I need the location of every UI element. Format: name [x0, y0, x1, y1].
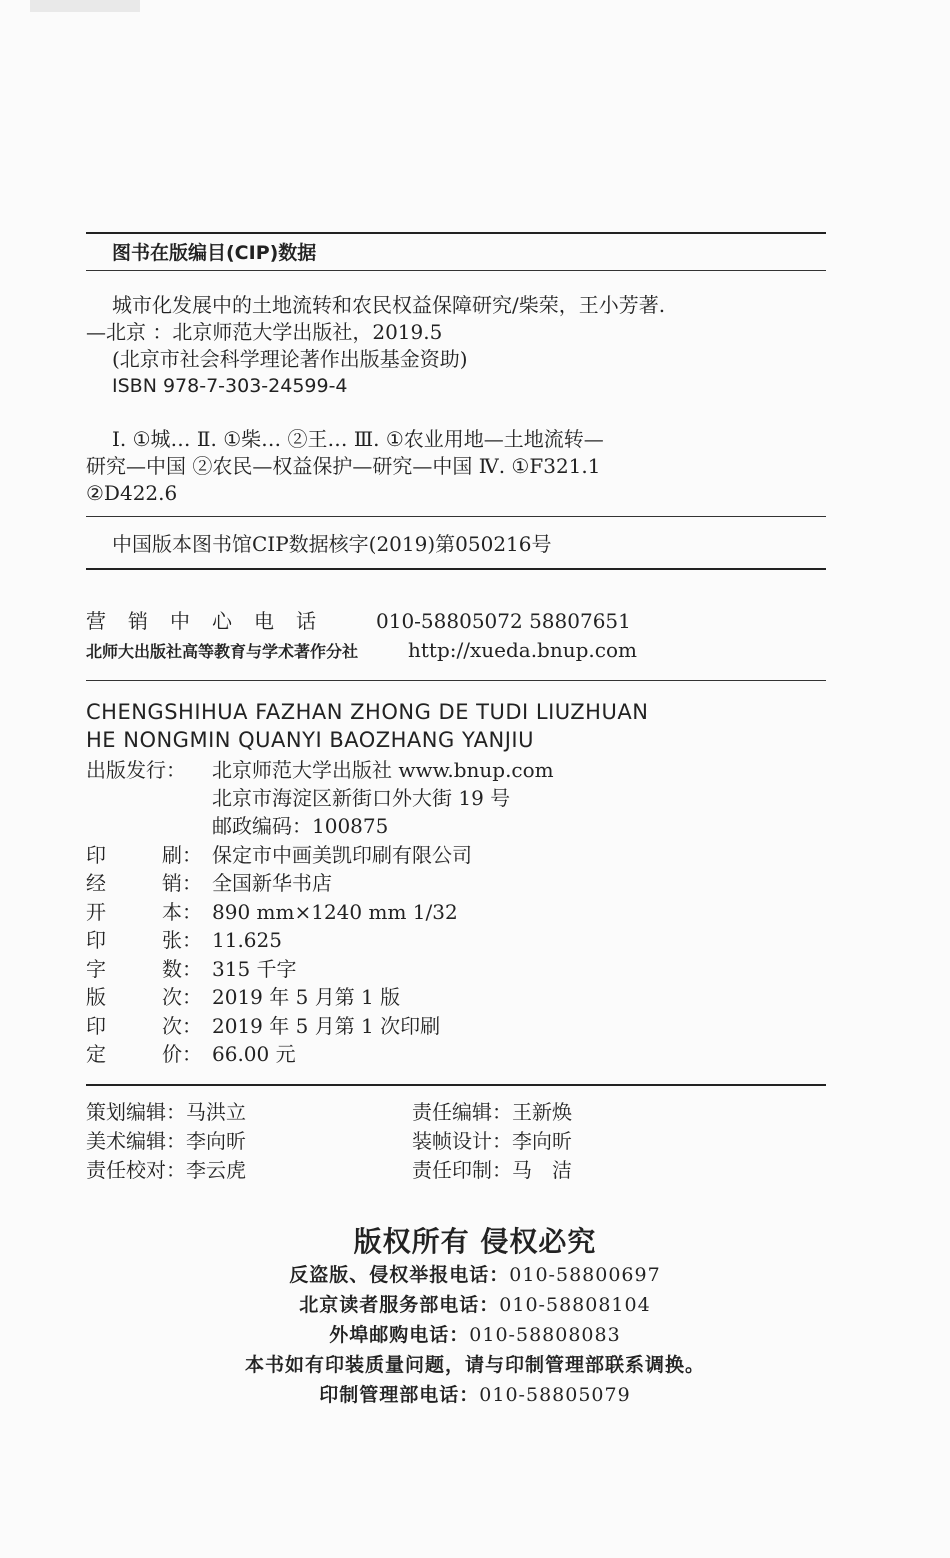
pinyin-line-2: HE NONGMIN QUANYI BAOZHANG YANJIU [86, 728, 534, 752]
detail-value: 2019 年 5 月第 1 次印刷 [212, 1014, 441, 1038]
sales-web-value: http://xueda.bnup.com [408, 638, 637, 662]
detail-value: 保定市中画美凯印刷有限公司 [212, 843, 472, 867]
credits-row [86, 1098, 572, 1127]
publisher-value: 北京师范大学出版社 www.bnup.com [212, 758, 554, 782]
detail-key-a: 印 [86, 843, 106, 867]
copyright-line-quality [0, 1350, 950, 1377]
detail-row-printing [86, 842, 472, 868]
credit-left: 策划编辑：马洪立 [86, 1100, 246, 1124]
copyright-line-print-dept [0, 1380, 950, 1407]
credit-right: 责任印制：马 洁 [412, 1158, 572, 1182]
copyright-line-antipiracy [0, 1260, 950, 1287]
pinyin-line-1: CHENGSHIHUA FAZHAN ZHONG DE TUDI LIUZHUAN [86, 700, 649, 724]
cip-title-rule [86, 270, 826, 271]
detail-key-b: 次： [162, 985, 202, 1009]
pinyin-top-rule [86, 680, 826, 681]
detail-key-b: 销： [162, 871, 202, 895]
detail-key-a: 版 [86, 985, 106, 1009]
cip-series-line: (北京市社会科学理论著作出版基金资助) [112, 347, 468, 371]
credit-left: 责任校对：李云虎 [86, 1158, 246, 1182]
detail-key-a: 开 [86, 900, 106, 924]
cip-title: 图书在版编目(CIP)数据 [112, 242, 317, 264]
cip-book-line: 城市化发展中的土地流转和农民权益保障研究/柴荣，王小芳著. [112, 293, 666, 317]
cip-bottom-rule [86, 568, 826, 570]
credit-left: 美术编辑：李向昕 [86, 1129, 246, 1153]
cip-publisher-line: —北京 ：北京师范大学出版社，2019.5 [86, 320, 443, 344]
copyright-line-label: 本书如有印装质量问题，请与印制管理部联系调换。 [244, 1354, 705, 1376]
address-row [86, 785, 510, 811]
detail-key-a: 印 [86, 1014, 106, 1038]
cip-top-rule [86, 232, 826, 234]
credits-row [86, 1127, 572, 1156]
sales-phone-row [86, 608, 631, 634]
detail-key-a: 印 [86, 928, 106, 952]
copyright-line-reader-service [0, 1290, 950, 1317]
detail-value: 2019 年 5 月第 1 版 [212, 985, 401, 1009]
detail-value: 11.625 [212, 928, 282, 952]
cip-class-line-1: Ⅰ. ①城… Ⅱ. ①柴… ②王… Ⅲ. ①农业用地—土地流转— [112, 427, 604, 451]
scan-mark [30, 0, 140, 12]
detail-key-b: 次： [162, 1014, 202, 1038]
publisher-row [86, 757, 554, 783]
sales-web-label: 北师大出版社高等教育与学术著作分社 [86, 642, 359, 661]
postcode-value: 邮政编码：100875 [212, 814, 389, 838]
copyright-line-number: 010-58808083 [469, 1324, 621, 1346]
copyright-title: 版权所有 侵权必究 [353, 1225, 597, 1258]
detail-row-edition [86, 984, 400, 1010]
detail-value: 全国新华书店 [212, 871, 332, 895]
sales-phone-label: 营销中心电话 [86, 609, 338, 633]
detail-key-b: 本： [162, 900, 202, 924]
detail-row-distribution [86, 870, 332, 896]
copyright-line-mail-order [0, 1320, 950, 1347]
cip-class-line-3: ②D422.6 [86, 481, 178, 505]
postcode-row [86, 813, 388, 839]
copyright-line-number: 010-58800697 [509, 1264, 661, 1286]
credit-right: 装帧设计：李向昕 [412, 1129, 572, 1153]
detail-key-a: 经 [86, 871, 106, 895]
credits-row [86, 1156, 572, 1185]
detail-key-b: 价： [162, 1042, 202, 1066]
cip-class-line-2: 研究—中国 ②农民—权益保护—研究—中国 Ⅳ. ①F321.1 [86, 454, 601, 478]
detail-row-price [86, 1041, 296, 1067]
detail-row-wordcount [86, 956, 297, 982]
cip-verify-line: 中国版本图书馆CIP数据核字(2019)第050216号 [112, 532, 552, 556]
cip-isbn: ISBN 978-7-303-24599-4 [112, 375, 348, 397]
credits-top-rule [86, 1084, 826, 1086]
detail-row-impression [86, 1013, 440, 1039]
address-value: 北京市海淀区新街口外大街 19 号 [212, 786, 511, 810]
sales-web-row [86, 637, 637, 665]
cip-verify-top-rule [86, 516, 826, 517]
detail-value: 315 千字 [212, 957, 297, 981]
detail-key-b: 数： [162, 957, 202, 981]
detail-value: 890 mm×1240 mm 1/32 [212, 900, 458, 924]
copyright-line-label: 北京读者服务部电话： [299, 1294, 500, 1316]
detail-key-a: 字 [86, 957, 106, 981]
detail-row-sheets [86, 927, 282, 953]
publisher-label: 出版发行： [86, 758, 186, 782]
copyright-line-label: 反盗版、侵权举报电话： [289, 1264, 510, 1286]
detail-row-format [86, 899, 458, 925]
copyright-line-number: 010-58805079 [479, 1384, 631, 1406]
credits-block [86, 1098, 572, 1185]
copyright-line-label: 外埠邮购电话： [329, 1324, 470, 1346]
credit-right: 责任编辑：王新焕 [412, 1100, 572, 1124]
detail-key-b: 刷： [162, 843, 202, 867]
sales-phone-value: 010-58805072 58807651 [376, 609, 631, 633]
detail-value: 66.00 元 [212, 1042, 296, 1066]
detail-key-b: 张： [162, 928, 202, 952]
detail-key-a: 定 [86, 1042, 106, 1066]
copyright-line-label: 印制管理部电话： [319, 1384, 480, 1406]
copyright-line-number: 010-58808104 [499, 1294, 651, 1316]
